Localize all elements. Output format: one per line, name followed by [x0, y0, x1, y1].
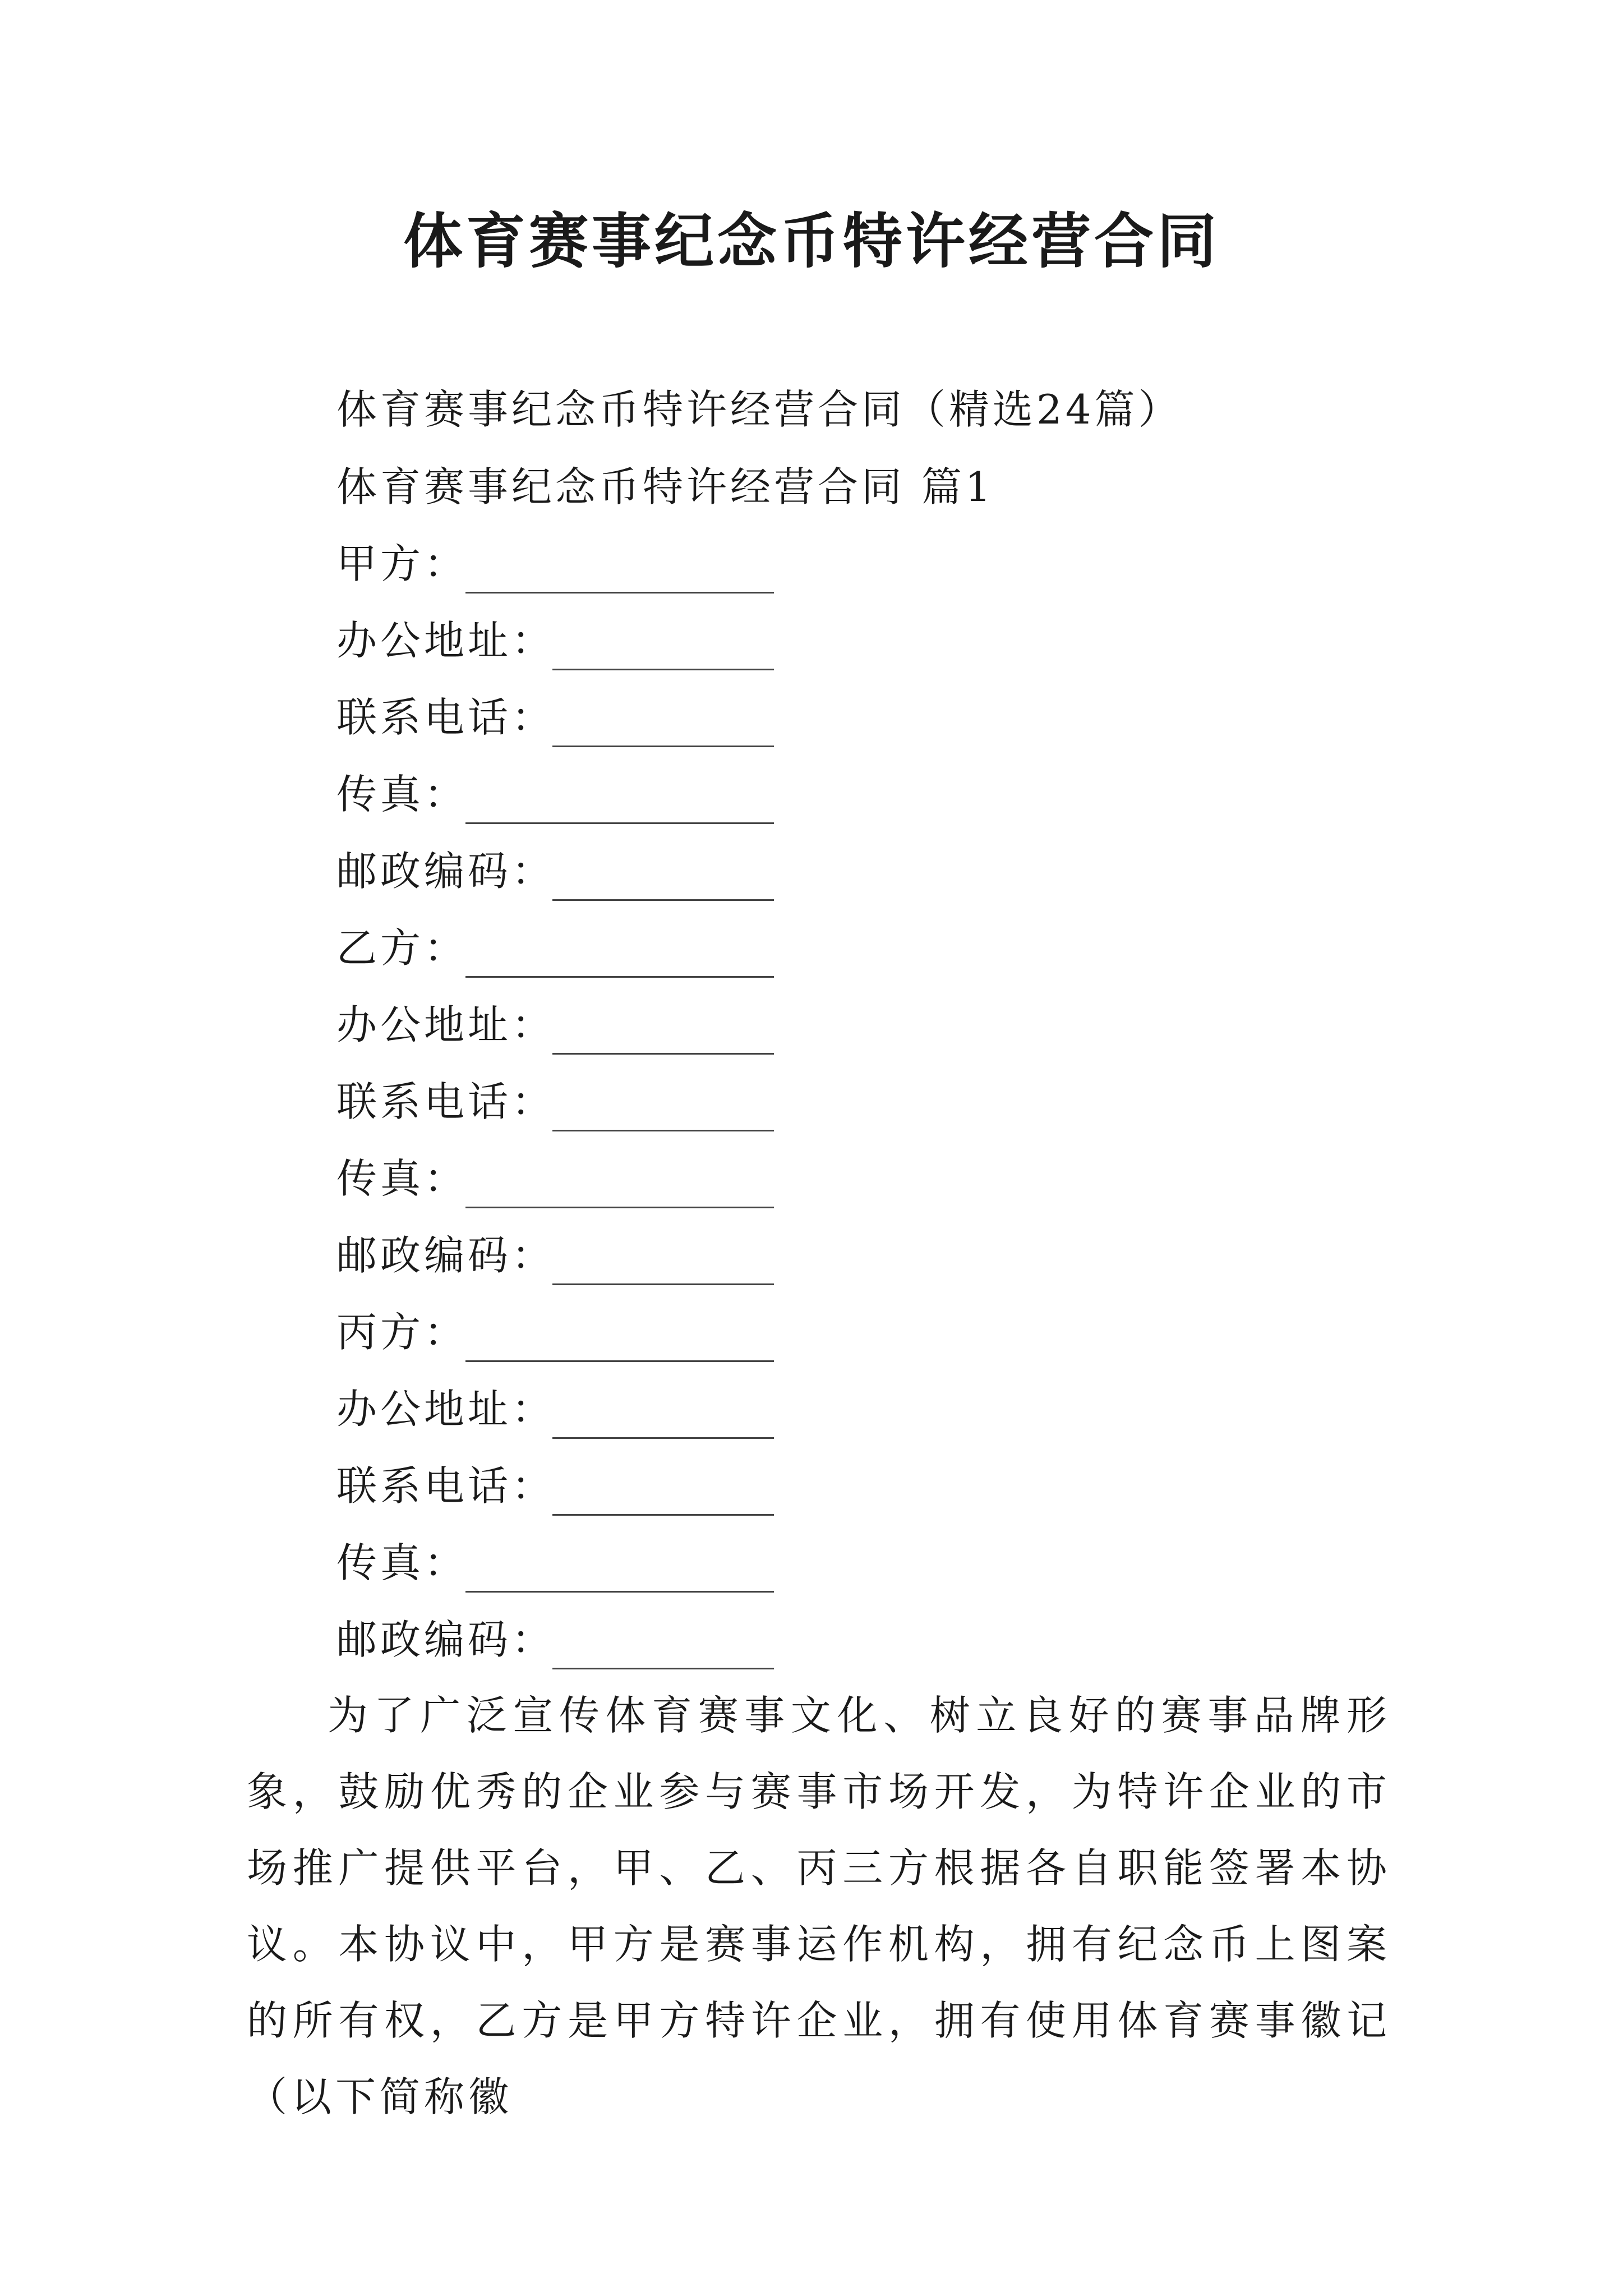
party-c-address-field	[336, 1381, 555, 1437]
party-a-address-field	[336, 613, 555, 669]
fill-in-blank[interactable]	[465, 1360, 774, 1362]
field-label: 邮政编码：	[336, 1616, 556, 1663]
fill-in-blank[interactable]	[552, 1437, 774, 1439]
field-label: 办公地址：	[336, 1001, 556, 1048]
fill-in-blank[interactable]	[465, 1591, 774, 1593]
fill-in-blank[interactable]	[552, 746, 774, 747]
party-b-address-field	[336, 997, 555, 1053]
fill-in-blank[interactable]	[465, 1207, 774, 1208]
party-b-field	[336, 920, 468, 976]
field-label: 甲方：	[336, 540, 468, 587]
fill-in-blank[interactable]	[465, 592, 774, 593]
party-b-postcode-field	[336, 1227, 555, 1283]
party-a-postcode-field	[336, 843, 555, 899]
party-b-fax-field	[336, 1151, 468, 1207]
party-a-field	[336, 536, 468, 592]
field-label: 传真：	[336, 1155, 468, 1202]
body-paragraph: 为了广泛宣传体育赛事文化、树立良好的赛事品牌形象，鼓励优秀的企业参与赛事市场开发，为特许企业的市场推广提供平台，甲、乙、丙三方根据各自职能签署本协议。本协议中，甲方是赛事运作机构，拥有纪念币上图案的所有权，乙方是甲方特许企业，拥有使用体育赛事徽记（以下简称徽	[247, 1692, 1391, 2120]
field-label: 邮政编码：	[336, 848, 556, 895]
party-c-postcode-field	[336, 1612, 555, 1668]
field-label: 乙方：	[336, 924, 468, 972]
field-label: 邮政编码：	[336, 1232, 556, 1279]
document-subtitle: 体育赛事纪念币特许经营合同（精选24篇）	[336, 386, 1182, 433]
party-c-phone-field	[336, 1458, 555, 1514]
fill-in-blank[interactable]	[552, 899, 774, 901]
fill-in-blank[interactable]	[465, 976, 774, 978]
field-label: 丙方：	[336, 1309, 468, 1356]
section-heading: 体育赛事纪念币特许经营合同 篇1	[336, 463, 994, 510]
field-label: 传真：	[336, 771, 468, 818]
fill-in-blank[interactable]	[552, 1130, 774, 1131]
fill-in-blank[interactable]	[552, 1514, 774, 1516]
field-label: 办公地址：	[336, 617, 556, 664]
field-label: 办公地址：	[336, 1386, 556, 1433]
document-title: 体育赛事纪念币特许经营合同	[403, 206, 1220, 276]
party-c-field	[336, 1304, 468, 1360]
fill-in-blank[interactable]	[552, 1668, 774, 1669]
party-a-fax-field	[336, 766, 468, 822]
field-label: 联系电话：	[336, 1078, 556, 1125]
field-label: 联系电话：	[336, 694, 556, 741]
fill-in-blank[interactable]	[465, 822, 774, 824]
fill-in-blank[interactable]	[552, 1283, 774, 1285]
fill-in-blank[interactable]	[552, 1053, 774, 1055]
party-c-fax-field	[336, 1535, 468, 1591]
field-label: 联系电话：	[336, 1462, 556, 1510]
party-b-phone-field	[336, 1074, 555, 1130]
party-a-phone-field	[336, 689, 555, 746]
field-label: 传真：	[336, 1539, 468, 1586]
fill-in-blank[interactable]	[552, 669, 774, 670]
